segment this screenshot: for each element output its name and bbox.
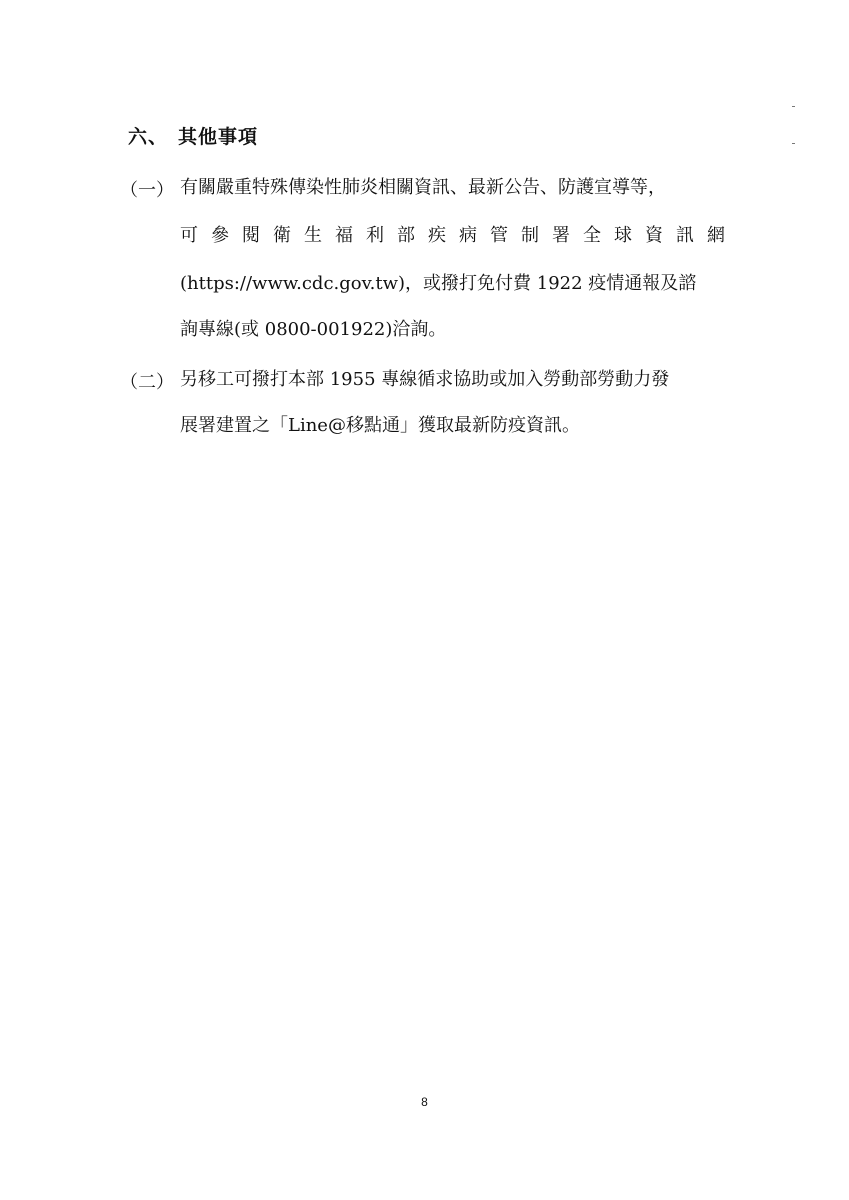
paragraph-line: 展署建置之「Line@移點通」獲取最新防疫資訊。 bbox=[180, 415, 580, 436]
section-title: 其他事項 bbox=[178, 126, 259, 148]
paragraph-line: 有關嚴重特殊傳染性肺炎相關資訊、最新公告、防護宣導等， bbox=[180, 177, 666, 198]
paragraph-line: 另移工可撥打本部 1955 專線循求協助或加入勞動部勞動力發 bbox=[180, 369, 670, 390]
page-number: 8 bbox=[421, 1095, 428, 1109]
scan-speck bbox=[792, 143, 795, 144]
section-number: 六、 bbox=[128, 126, 169, 148]
list-item-marker: （一） bbox=[120, 180, 174, 201]
paragraph-line: (https://www.cdc.gov.tw)，或撥打免付費 1922 疫情通報及諮 bbox=[180, 273, 697, 294]
paragraph-line: 可參閱衛生福利部疾病管制署全球資訊網 bbox=[180, 225, 725, 246]
paragraph-line: 詢專線(或 0800-001922)洽詢。 bbox=[180, 319, 447, 340]
scan-speck bbox=[792, 106, 795, 107]
list-item-marker: （二） bbox=[120, 372, 174, 393]
section-heading bbox=[128, 122, 258, 149]
